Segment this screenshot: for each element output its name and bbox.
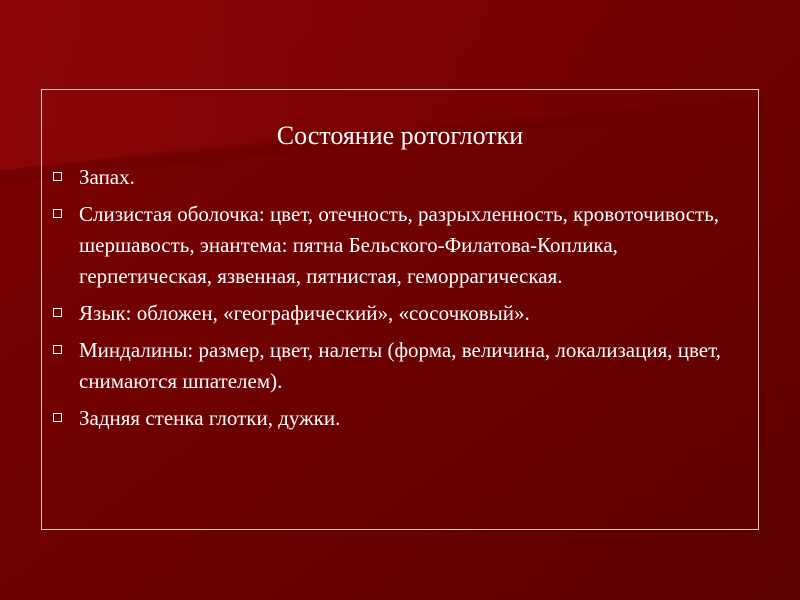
hollow-square-bullet-icon [53, 413, 62, 422]
hollow-square-bullet-icon [53, 345, 62, 354]
content-frame [41, 89, 759, 530]
list-item [50, 162, 740, 193]
list-item [50, 298, 740, 329]
list-item-text: Задняя стенка глотки, дужки. [79, 406, 341, 430]
list-item-text: Слизистая оболочка: цвет, отечность, разрыхленность, кровоточивость, шершавость, энантема: пятна Бельского-Филатова-Коплика, герпетическая, язвенная, пятнистая, геморрагическая. [79, 202, 720, 288]
list-item [50, 199, 740, 292]
slide-title: Состояние ротоглотки [276, 121, 524, 150]
list-item-text: Миндалины: размер, цвет, налеты (форма, величина, локализация, цвет, снимаются шпателем). [79, 338, 721, 393]
list-item-text: Язык: обложен, «географический», «сосочковый». [79, 301, 530, 325]
list-item [50, 403, 740, 434]
hollow-square-bullet-icon [53, 308, 62, 317]
hollow-square-bullet-icon [53, 209, 62, 218]
list-item [50, 335, 740, 397]
bullet-list [50, 162, 740, 440]
list-item-text: Запах. [79, 165, 135, 189]
hollow-square-bullet-icon [53, 172, 62, 181]
